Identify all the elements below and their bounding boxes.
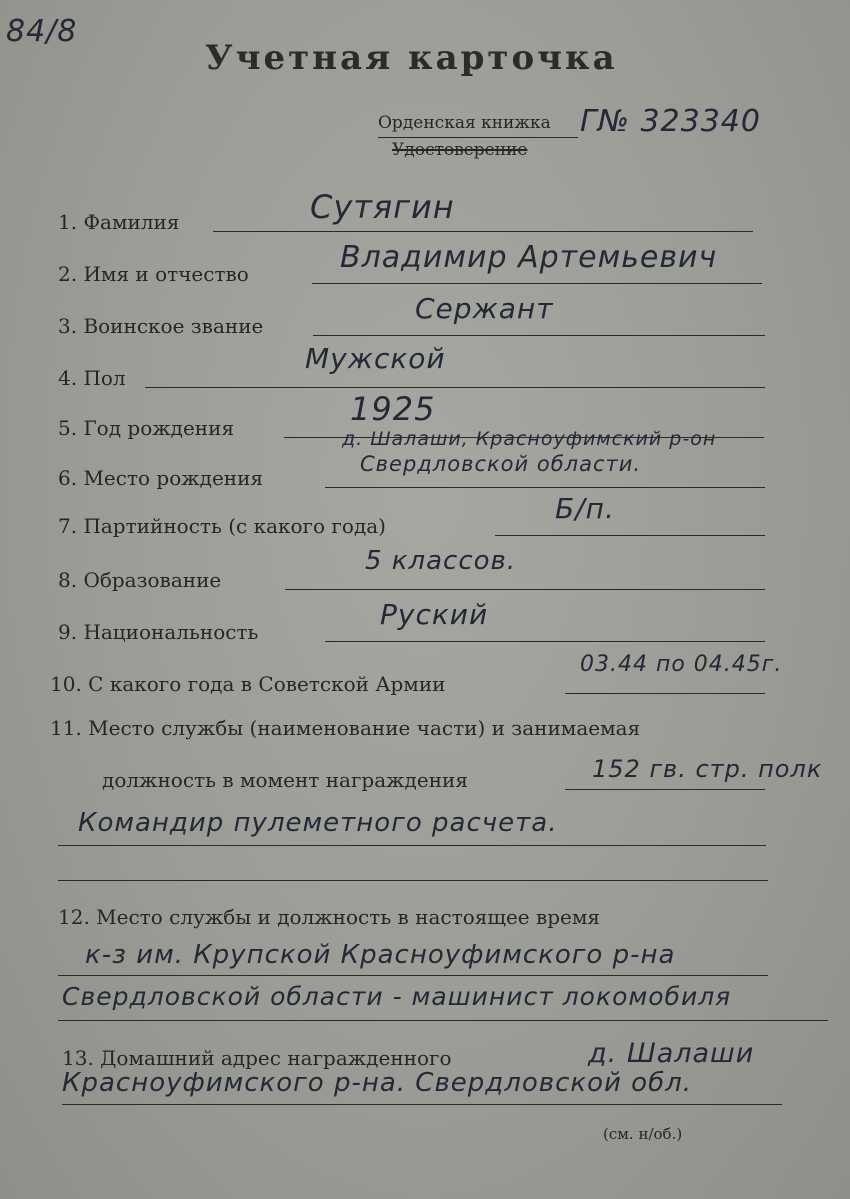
- field-home-address-label: 13. Домашний адрес награжденного: [62, 1046, 452, 1070]
- field-service-value-line2: Командир пулеметного расчета.: [78, 808, 558, 838]
- field-surname-label: 1. Фамилия: [58, 210, 180, 234]
- field-home-address-value-line2: Красноуфимского р-на. Свердловской обл.: [62, 1068, 693, 1098]
- field-service-label-line2: должность в момент награждения: [102, 768, 468, 792]
- field-army-since-label: 10. С какого года в Советской Армии: [50, 672, 446, 696]
- field-nationality-label: 9. Национальность: [58, 620, 259, 644]
- field-sex-label: 4. Пол: [58, 366, 126, 390]
- field-name-value: Владимир Артемьевич: [340, 240, 718, 275]
- field-name-label: 2. Имя и отчество: [58, 262, 249, 286]
- field-rank-label: 3. Воинское звание: [58, 314, 264, 338]
- field-current-service-value-line2: Свердловской области - машинист локомобиля: [62, 982, 732, 1011]
- certificate-label: Удостоверение: [392, 140, 528, 160]
- field-party-label: 7. Партийность (с какого года): [58, 514, 386, 538]
- corner-note: 84/8: [6, 14, 78, 49]
- order-book-label: Орденская книжка: [378, 113, 551, 133]
- field-birthplace-value-line1: д. Шалаши, Красноуфимский р-он: [342, 428, 717, 450]
- field-birthplace-value-line2: Свердловской области.: [360, 452, 642, 476]
- field-education-label: 8. Образование: [58, 568, 222, 592]
- field-service-label-line1: 11. Место службы (наименование части) и занимаемая: [50, 716, 641, 740]
- field-surname-value: Сутягин: [310, 188, 455, 226]
- footer-note: (см. н/об.): [603, 1125, 683, 1143]
- field-home-address-value-line1: д. Шалаши: [588, 1038, 755, 1069]
- order-book-number: Г№ 323340: [580, 104, 761, 139]
- page-title: Учетная карточка: [205, 38, 618, 78]
- field-service-value-line1: 152 гв. стр. полк: [592, 755, 823, 783]
- field-current-service-value-line1: к-з им. Крупской Красноуфимского р-на: [85, 940, 676, 970]
- field-party-value: Б/п.: [555, 492, 615, 525]
- field-birthplace-label: 6. Место рождения: [58, 466, 264, 490]
- field-birth-year-label: 5. Год рождения: [58, 416, 235, 440]
- field-rank-value: Сержант: [415, 292, 554, 325]
- field-nationality-value: Руский: [380, 598, 489, 631]
- field-education-value: 5 классов.: [365, 546, 517, 576]
- field-sex-value: Мужской: [305, 342, 446, 375]
- field-birth-year-value: 1925: [350, 390, 436, 428]
- field-current-service-label: 12. Место службы и должность в настоящее время: [58, 905, 601, 929]
- field-army-since-value: 03.44 по 04.45г.: [580, 652, 783, 677]
